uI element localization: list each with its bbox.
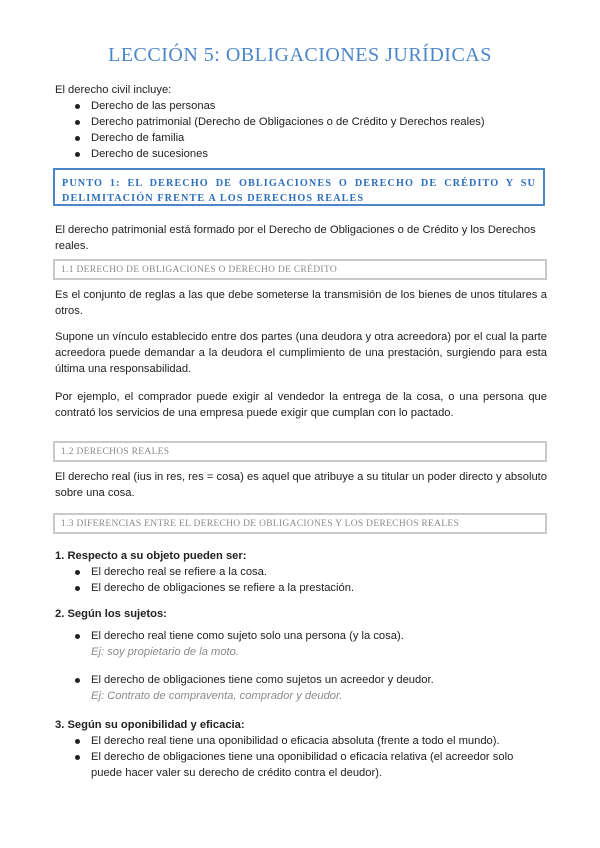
section-1-3-heading: 1.3 DIFERENCIAS ENTRE EL DERECHO DE OBLIGACIONES Y LOS DERECHOS REALES xyxy=(53,513,547,534)
section-1-1-paragraph: Por ejemplo, el comprador puede exigir al vendedor la entrega de la cosa, o una persona que contrató los servicios de una empresa puede exigir que cumplan con lo pactado. xyxy=(55,391,547,419)
list-item: El derecho real se refiere a la cosa. xyxy=(55,564,547,580)
list-item-text: El derecho de obligaciones tiene como sujetos un acreedor y deudor. xyxy=(91,674,434,686)
punto1-heading: PUNTO 1: EL DERECHO DE OBLIGACIONES O DERECHO DE CRÉDITO Y SU DELIMITACIÓN FRENTE A LOS DERECHOS REALES xyxy=(53,168,545,206)
section-1-1-paragraph: Es el conjunto de reglas a las que debe someterse la transmisión de los bienes de unos titulares a otros. xyxy=(55,289,547,317)
group-2-list xyxy=(55,628,547,660)
example-text: Ej: soy propietario de la moto. xyxy=(91,646,239,658)
section-1-1-paragraph: Supone un vínculo establecido entre dos partes (una deudora y otra acreedora) por el cual la parte acreedora puede demandar a la deudora el cumplimiento de una prestación, surgiendo para esta última una responsabilidad. xyxy=(55,331,547,375)
list-item: Derecho de familia xyxy=(55,130,547,146)
list-item: Derecho de sucesiones xyxy=(55,146,547,162)
list-item: El derecho real tiene una oponibilidad o eficacia absoluta (frente a todo el mundo). xyxy=(55,733,547,749)
section-1-2-heading: 1.2 DERECHOS REALES xyxy=(53,441,547,462)
group-3-list xyxy=(55,733,547,781)
example-text: Ej: Contrato de compraventa, comprador y deudor. xyxy=(91,690,343,702)
list-item xyxy=(55,672,547,704)
group-2-list xyxy=(55,672,547,704)
group-3-title: 3. Según su oponibilidad y eficacia: xyxy=(55,719,245,731)
group-2-title: 2. Según los sujetos: xyxy=(55,608,167,620)
list-item: Derecho patrimonial (Derecho de Obligaciones o de Crédito y Derechos reales) xyxy=(55,114,547,130)
list-item: El derecho de obligaciones se refiere a la prestación. xyxy=(55,580,547,596)
group-1-title: 1. Respecto a su objeto pueden ser: xyxy=(55,550,247,562)
intro-list xyxy=(55,98,547,162)
section-1-2-paragraph: El derecho real (ius in res, res = cosa) es aquel que atribuye a su titular un poder directo y absoluto sobre una cosa. xyxy=(55,471,547,499)
punto1-text: El derecho patrimonial está formado por el Derecho de Obligaciones o de Crédito y los Derechos reales. xyxy=(55,224,536,252)
section-1-1-heading: 1.1 DERECHO DE OBLIGACIONES O DERECHO DE CRÉDITO xyxy=(53,259,547,280)
list-item: El derecho de obligaciones tiene una oponibilidad o eficacia relativa (el acreedor solo puede hacer valer su derecho de crédito contra el deudor). xyxy=(55,749,547,781)
list-item: Derecho de las personas xyxy=(55,98,547,114)
intro-text: El derecho civil incluye: xyxy=(55,84,172,96)
list-item xyxy=(55,628,547,660)
list-item-text: El derecho real tiene como sujeto solo una persona (y la cosa). xyxy=(91,630,404,642)
page-title: LECCIÓN 5: OBLIGACIONES JURÍDICAS xyxy=(108,44,492,66)
group-1-list xyxy=(55,564,547,596)
